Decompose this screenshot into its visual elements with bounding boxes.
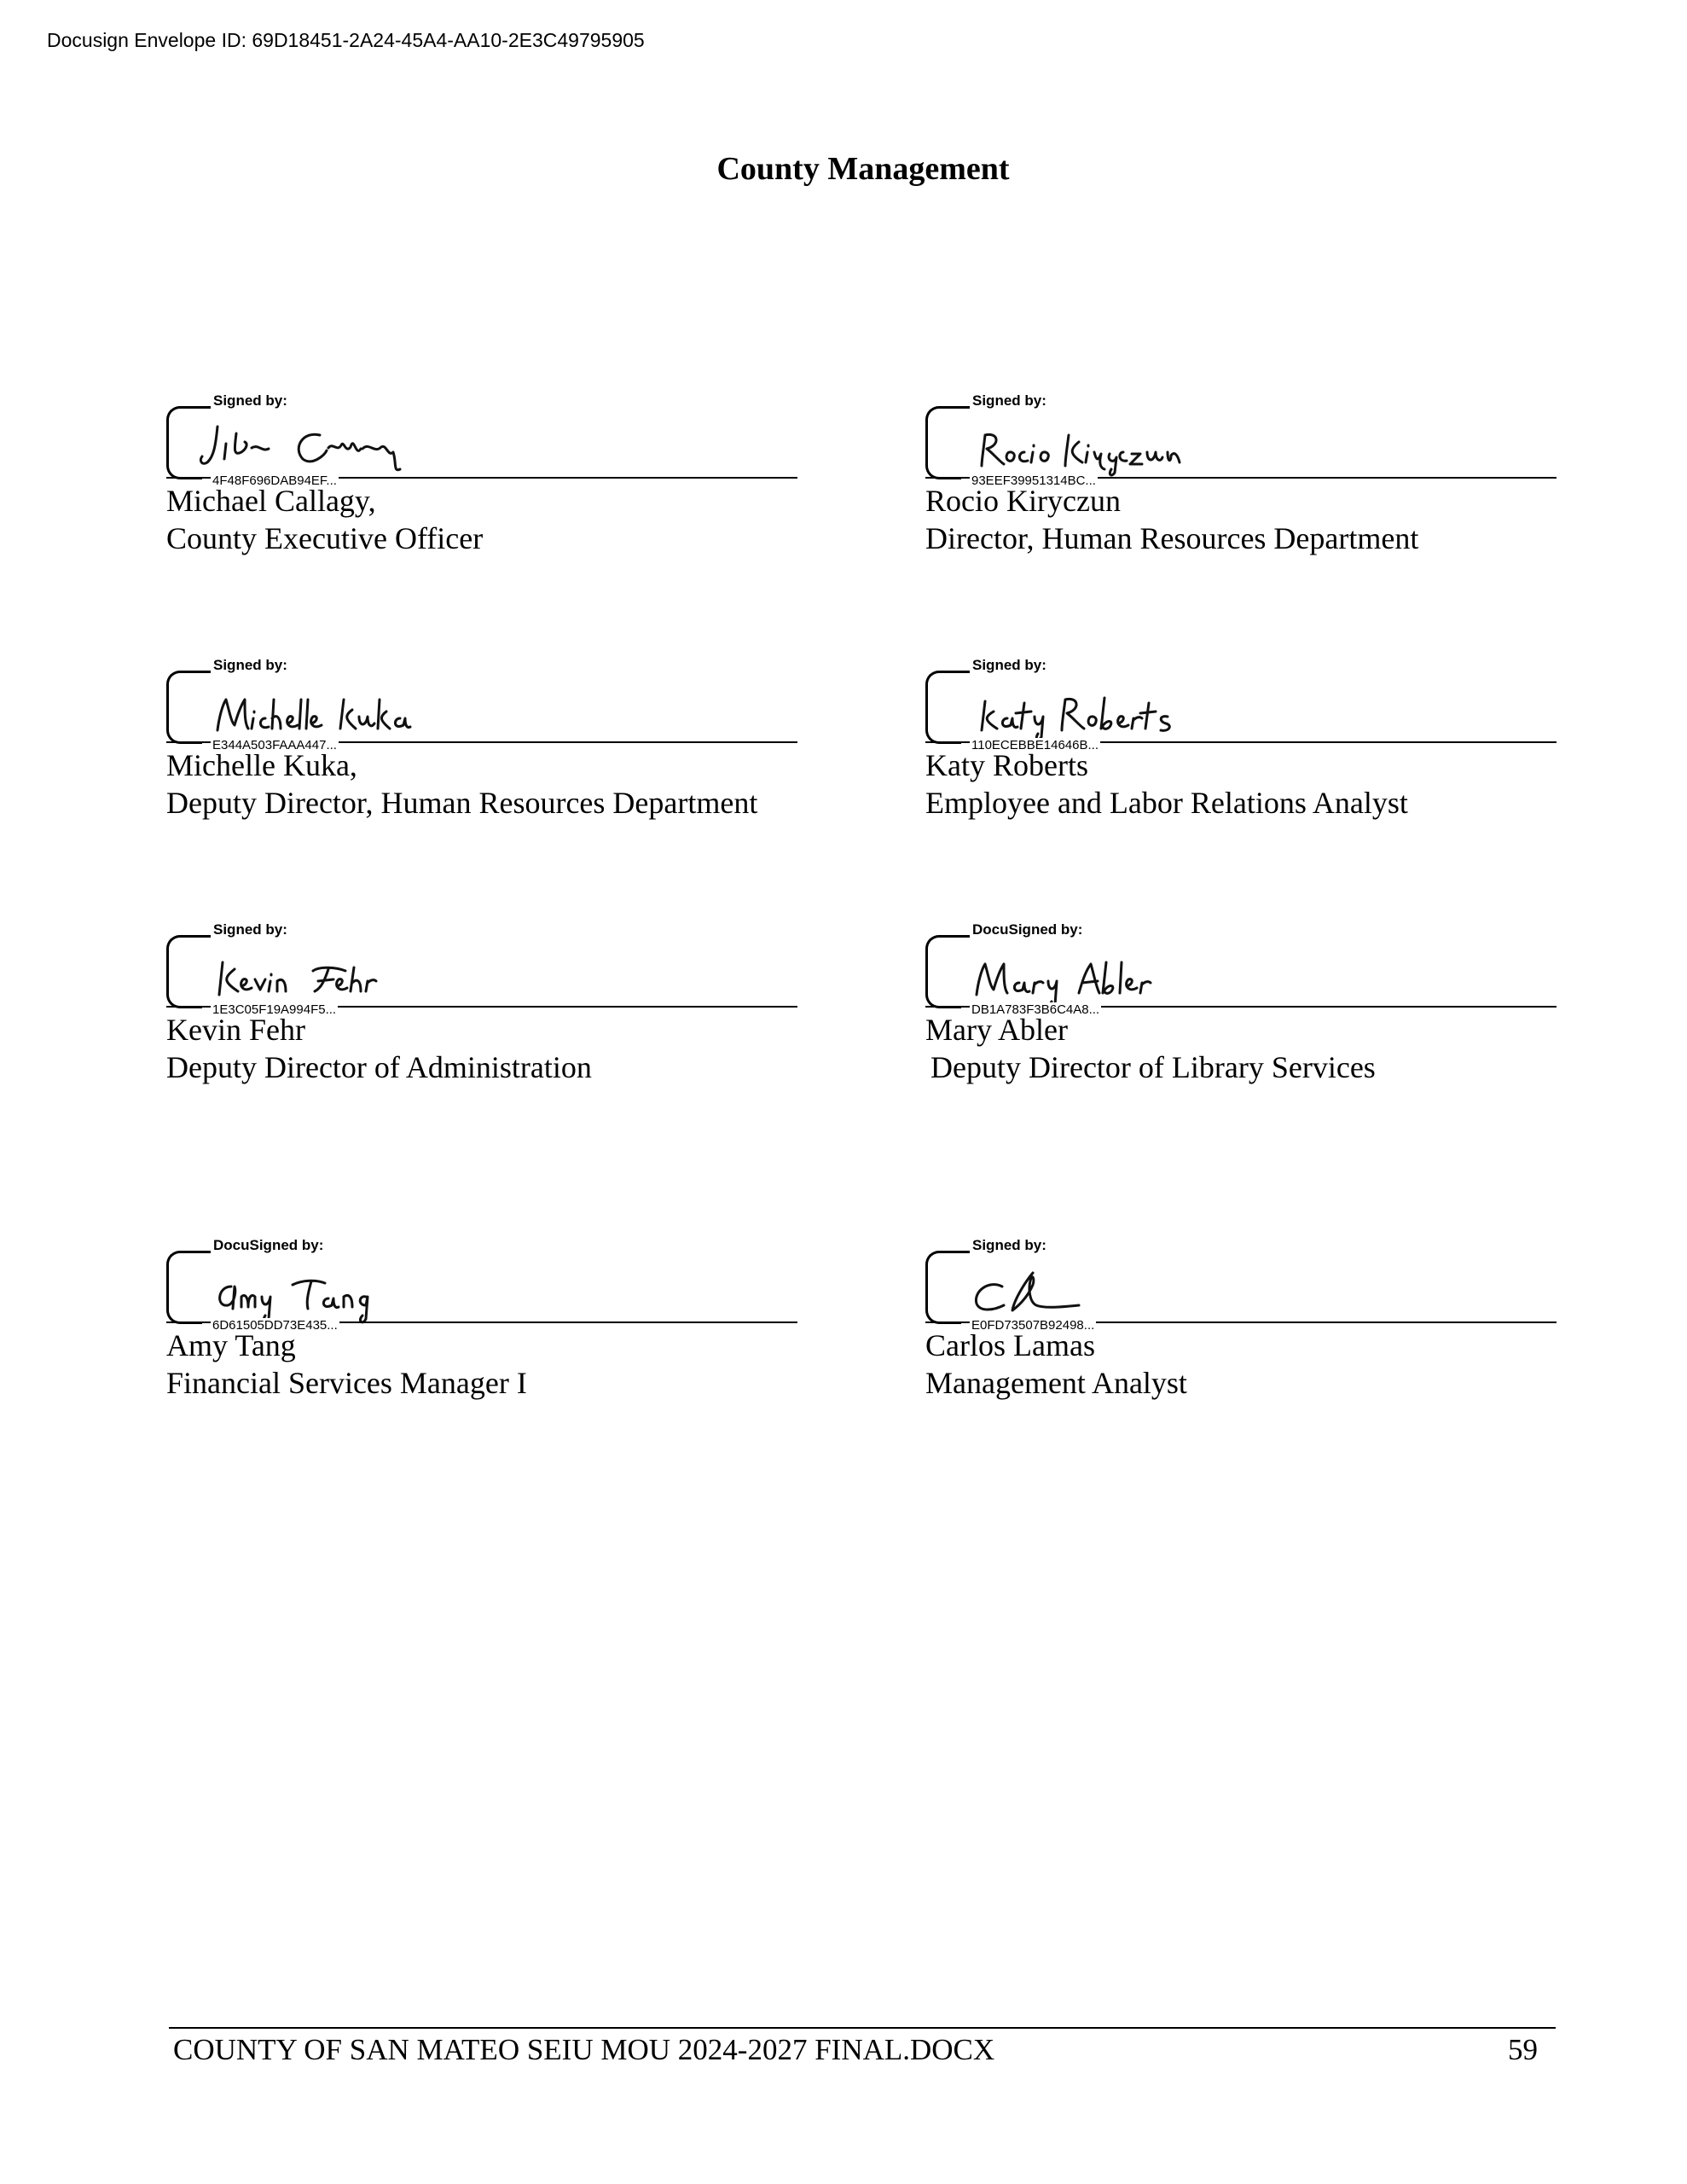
- signature-id: 1E3C05F19A994F5...: [212, 1002, 337, 1017]
- signature-block-kuka: [166, 657, 815, 845]
- signer-title: Deputy Director of Administration: [166, 1050, 592, 1084]
- signed-by-label: DocuSigned by:: [970, 921, 1085, 938]
- signature-block-fehr: [166, 921, 815, 1109]
- page-title: County Management: [716, 151, 1010, 187]
- signed-by-label: Signed by:: [970, 657, 1049, 674]
- signature-block-tang: [166, 1237, 815, 1425]
- signer-name: Rocio Kiryczun: [925, 484, 1121, 518]
- signed-by-label: Signed by:: [211, 392, 290, 410]
- signature-block-abler: [925, 921, 1574, 1109]
- signed-by-label: DocuSigned by:: [211, 1237, 326, 1254]
- signature-id: 93EEF39951314BC...: [971, 473, 1096, 488]
- footer-rule: [169, 2027, 1556, 2029]
- signer-name: Amy Tang: [166, 1328, 296, 1362]
- signer-title: Employee and Labor Relations Analyst: [925, 786, 1408, 820]
- signed-by-label: Signed by:: [211, 921, 290, 938]
- handwritten-signature: [951, 410, 1207, 482]
- signer-name: Mary Abler: [925, 1013, 1068, 1047]
- signer-title: Deputy Director, Human Resources Department: [166, 786, 758, 820]
- handwritten-signature: [192, 1254, 448, 1327]
- signature-id: E0FD73507B92498...: [971, 1318, 1095, 1333]
- signer-name: Kevin Fehr: [166, 1013, 305, 1047]
- signature-block-kiryczun: [925, 392, 1574, 580]
- signer-name: Katy Roberts: [925, 748, 1088, 782]
- signature-id: 6D61505DD73E435...: [212, 1318, 338, 1333]
- signature-id: E344A503FAAA447...: [212, 738, 337, 752]
- handwritten-signature: [192, 938, 448, 1011]
- footer-document-name: COUNTY OF SAN MATEO SEIU MOU 2024-2027 FINAL.DOCX: [173, 2033, 995, 2066]
- signature-id: DB1A783F3B6C4A8...: [971, 1002, 1100, 1017]
- signature-id: 110ECEBBE14646B...: [971, 738, 1099, 752]
- signer-name: Michael Callagy,: [166, 484, 376, 518]
- signature-id: 4F48F696DAB94EF...: [212, 473, 337, 488]
- signer-title: Financial Services Manager I: [166, 1366, 527, 1400]
- signature-block-roberts: [925, 657, 1574, 845]
- signature-block-lamas: [925, 1237, 1574, 1425]
- envelope-id: Docusign Envelope ID: 69D18451-2A24-45A4-AA10-2E3C49795905: [47, 29, 645, 51]
- signer-title: Deputy Director of Library Services: [930, 1050, 1376, 1084]
- handwritten-signature: [192, 410, 448, 482]
- handwritten-signature: [951, 1254, 1207, 1327]
- signed-by-label: Signed by:: [211, 657, 290, 674]
- signed-by-label: Signed by:: [970, 1237, 1049, 1254]
- footer-page-number: 59: [1508, 2033, 1538, 2066]
- handwritten-signature: [951, 674, 1207, 746]
- signer-title: Management Analyst: [925, 1366, 1187, 1400]
- signer-name: Carlos Lamas: [925, 1328, 1095, 1362]
- signature-block-callagy: [166, 392, 815, 580]
- signer-title: County Executive Officer: [166, 521, 484, 555]
- signer-name: Michelle Kuka,: [166, 748, 357, 782]
- signer-title: Director, Human Resources Department: [925, 521, 1419, 555]
- signed-by-label: Signed by:: [970, 392, 1049, 410]
- handwritten-signature: [192, 674, 448, 746]
- handwritten-signature: [951, 938, 1207, 1011]
